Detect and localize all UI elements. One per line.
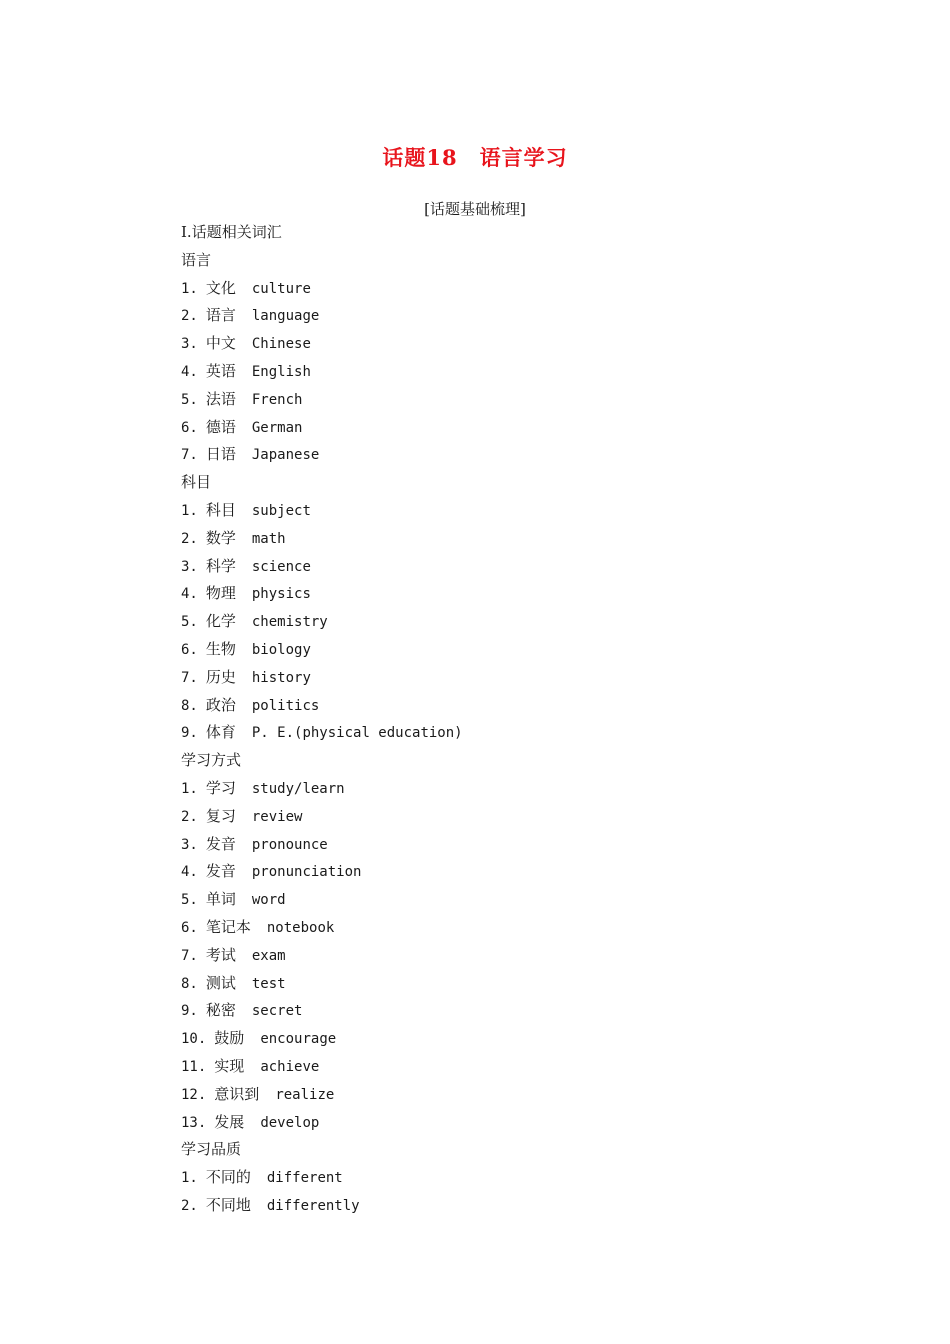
- vocab-chinese: 体育: [205, 723, 236, 742]
- title-topic-number: 话题18: [382, 145, 458, 170]
- vocab-item: [181, 803, 881, 831]
- vocab-english: secret: [251, 1003, 303, 1020]
- vocab-english: review: [251, 808, 303, 825]
- vocab-number: 8.: [181, 697, 198, 714]
- vocab-english: Japanese: [251, 447, 320, 464]
- vocab-number: 4.: [181, 586, 198, 603]
- vocab-english: exam: [251, 947, 286, 964]
- vocab-number: 13.: [181, 1114, 207, 1131]
- vocab-item: [181, 1025, 881, 1053]
- vocab-english: biology: [251, 641, 311, 658]
- vocab-number: 3.: [181, 836, 198, 853]
- vocab-item: [181, 858, 881, 886]
- vocab-number: 3.: [181, 558, 198, 575]
- vocab-english: study/learn: [251, 780, 345, 797]
- vocab-item: [181, 664, 881, 692]
- vocab-item: [181, 692, 881, 720]
- vocab-number: 4.: [181, 363, 198, 380]
- vocab-item: [181, 275, 881, 303]
- vocab-chinese: 意识到: [214, 1084, 260, 1103]
- vocab-english: culture: [251, 280, 311, 297]
- vocab-chinese: 中文: [205, 334, 236, 353]
- vocab-item: [181, 608, 881, 636]
- vocab-number: 2.: [181, 1197, 198, 1214]
- vocab-chinese: 笔记本: [205, 917, 251, 936]
- vocab-chinese: 法语: [205, 389, 236, 408]
- vocab-english: physics: [251, 586, 311, 603]
- vocab-chinese: 不同的: [205, 1168, 251, 1187]
- vocab-item: [181, 997, 881, 1025]
- vocab-chinese: 复习: [205, 806, 236, 825]
- vocab-item: [181, 302, 881, 330]
- group-heading: 学习品质: [181, 1140, 242, 1159]
- vocab-chinese: 测试: [205, 973, 236, 992]
- group-heading: 学习方式: [181, 751, 242, 770]
- vocab-number: 6.: [181, 919, 198, 936]
- vocab-chinese: 鼓励: [214, 1029, 245, 1048]
- vocab-item: [181, 441, 881, 469]
- vocab-chinese: 考试: [205, 945, 236, 964]
- vocab-item: [181, 414, 881, 442]
- vocab-english: encourage: [260, 1031, 337, 1048]
- vocab-item: [181, 970, 881, 998]
- vocab-item: [181, 553, 881, 581]
- vocab-chinese: 学习: [205, 778, 236, 797]
- vocab-english: realize: [275, 1086, 335, 1103]
- vocab-english: different: [266, 1170, 343, 1187]
- vocab-chinese: 秘密: [205, 1001, 236, 1020]
- vocab-number: 10.: [181, 1031, 207, 1048]
- vocab-number: 1.: [181, 280, 198, 297]
- section-heading: Ⅰ.话题相关词汇: [181, 223, 282, 241]
- vocab-chinese: 实现: [214, 1056, 245, 1075]
- vocab-item: [181, 942, 881, 970]
- section-subtitle: [话题基础梳理]: [424, 200, 526, 218]
- group-heading: 语言: [181, 250, 212, 269]
- vocab-english: Chinese: [251, 336, 311, 353]
- vocab-item: [181, 775, 881, 803]
- vocab-english: chemistry: [251, 614, 328, 631]
- vocab-number: 1.: [181, 780, 198, 797]
- vocab-number: 2.: [181, 530, 198, 547]
- vocab-number: 9.: [181, 725, 198, 742]
- vocab-number: 11.: [181, 1058, 207, 1075]
- vocab-item: [181, 831, 881, 859]
- vocab-english: history: [251, 669, 311, 686]
- vocab-chinese: 发音: [205, 862, 236, 881]
- vocab-chinese: 历史: [205, 667, 236, 686]
- vocab-item: [181, 1164, 881, 1192]
- vocab-english: pronounce: [251, 836, 328, 853]
- vocabulary-groups: [181, 247, 881, 1220]
- vocab-chinese: 德语: [205, 417, 236, 436]
- vocab-english: German: [251, 419, 303, 436]
- vocab-number: 2.: [181, 308, 198, 325]
- vocab-number: 7.: [181, 669, 198, 686]
- vocab-number: 8.: [181, 975, 198, 992]
- vocab-item: [181, 330, 881, 358]
- vocab-chinese: 日语: [205, 445, 236, 464]
- vocab-item: [181, 386, 881, 414]
- vocab-chinese: 物理: [205, 584, 236, 603]
- vocab-number: 7.: [181, 447, 198, 464]
- vocab-item: [181, 525, 881, 553]
- vocab-number: 1.: [181, 1170, 198, 1187]
- vocab-chinese: 科目: [205, 500, 236, 519]
- vocab-english: notebook: [266, 919, 335, 936]
- page-title: [0, 142, 950, 172]
- vocab-english: test: [251, 975, 286, 992]
- vocab-english: develop: [260, 1114, 320, 1131]
- vocab-number: 5.: [181, 892, 198, 909]
- vocab-chinese: 发音: [205, 834, 236, 853]
- vocab-item: [181, 1109, 881, 1137]
- vocab-english: language: [251, 308, 320, 325]
- vocab-english: word: [251, 892, 286, 909]
- vocab-item: [181, 1192, 881, 1220]
- vocab-number: 3.: [181, 336, 198, 353]
- vocab-english: science: [251, 558, 311, 575]
- vocab-english: English: [251, 363, 311, 380]
- vocab-number: 1.: [181, 502, 198, 519]
- vocab-chinese: 数学: [205, 528, 236, 547]
- vocabulary-content: [181, 219, 881, 1220]
- group-heading: 科目: [181, 473, 212, 492]
- vocab-chinese: 政治: [205, 695, 236, 714]
- vocab-chinese: 文化: [205, 278, 236, 297]
- vocab-number: 5.: [181, 391, 198, 408]
- vocab-chinese: 科学: [205, 556, 236, 575]
- vocab-item: [181, 886, 881, 914]
- vocab-chinese: 英语: [205, 361, 236, 380]
- vocab-item: [181, 1081, 881, 1109]
- vocab-english: pronunciation: [251, 864, 362, 881]
- vocab-item: [181, 719, 881, 747]
- vocab-english: politics: [251, 697, 320, 714]
- vocab-chinese: 生物: [205, 639, 236, 658]
- vocab-item: [181, 636, 881, 664]
- vocab-item: [181, 580, 881, 608]
- vocab-english: differently: [266, 1197, 360, 1214]
- vocab-item: [181, 1053, 881, 1081]
- vocab-item: [181, 497, 881, 525]
- vocab-english: P. E.(physical education): [251, 725, 463, 742]
- vocab-chinese: 化学: [205, 612, 236, 631]
- vocab-chinese: 单词: [205, 890, 236, 909]
- vocab-number: 7.: [181, 947, 198, 964]
- vocab-english: achieve: [260, 1058, 320, 1075]
- vocab-number: 6.: [181, 641, 198, 658]
- vocab-english: math: [251, 530, 286, 547]
- vocab-chinese: 语言: [205, 306, 236, 325]
- vocab-number: 12.: [181, 1086, 207, 1103]
- vocab-number: 2.: [181, 808, 198, 825]
- vocab-number: 6.: [181, 419, 198, 436]
- vocab-chinese: 发展: [214, 1112, 245, 1131]
- vocab-number: 9.: [181, 1003, 198, 1020]
- vocab-english: subject: [251, 502, 311, 519]
- vocab-number: 4.: [181, 864, 198, 881]
- vocab-number: 5.: [181, 614, 198, 631]
- vocab-chinese: 不同地: [205, 1195, 251, 1214]
- title-topic-name: 语言学习: [479, 145, 568, 170]
- vocab-english: French: [251, 391, 303, 408]
- vocab-item: [181, 358, 881, 386]
- vocab-item: [181, 914, 881, 942]
